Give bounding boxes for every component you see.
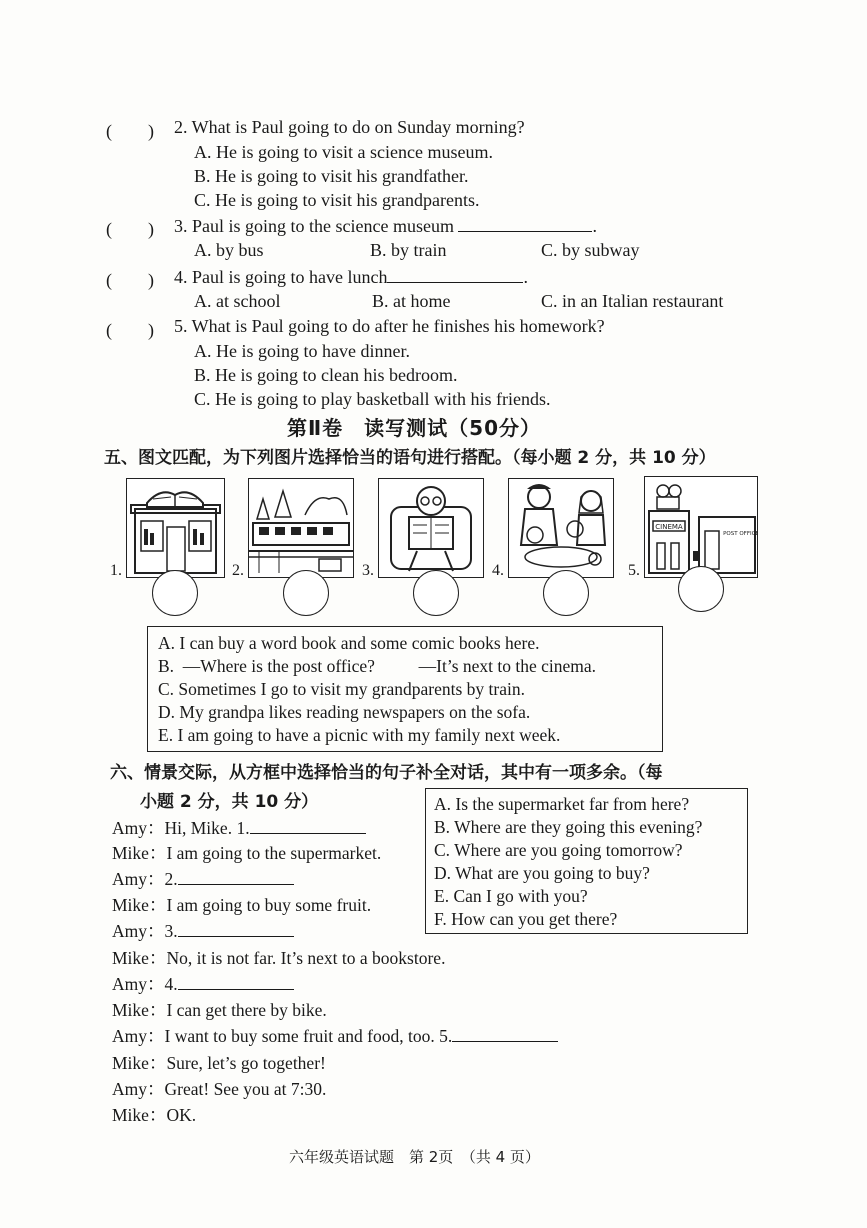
dialogue-line — [112, 815, 366, 840]
bookstore-icon — [126, 478, 225, 578]
section5-title: 五、图文匹配，为下列图片选择恰当的语句进行搭配。（每小题 2 分，共 10 分） — [104, 448, 716, 468]
answer-blank-4[interactable] — [178, 973, 294, 990]
question-stem: 5. What is Paul going to do after he finishes his homework? — [174, 316, 605, 336]
speaker: Amy： — [112, 1079, 165, 1099]
stem-end: . — [592, 216, 597, 236]
section6-title-cont: 小题 2 分，共 10 分） — [140, 792, 319, 812]
option-b: B. —Where is the post office? —It’s next to the cinema. — [158, 656, 597, 676]
option-d: D. What are you going to buy? — [434, 863, 650, 883]
option-f: F. How can you get there? — [434, 909, 618, 929]
answer-paren[interactable]: ( ) — [106, 219, 154, 239]
option-c: C. in an Italian restaurant — [541, 291, 724, 311]
dialogue-line — [112, 1023, 558, 1048]
option-a: A. I can buy a word book and some comic books here. — [158, 633, 540, 653]
option-c: C. Where are you going tomorrow? — [434, 840, 683, 860]
option-c: C. He is going to visit his grandparents. — [194, 190, 480, 210]
dialogue-line — [112, 866, 294, 891]
picture-number: 3. — [362, 562, 374, 579]
option-b: B. at home — [372, 291, 451, 311]
answer-circle-4[interactable] — [543, 570, 589, 616]
option-a: A. He is going to visit a science museum. — [194, 142, 493, 162]
utterance: I can get there by bike. — [166, 1000, 327, 1020]
picture-number: 5. — [628, 562, 640, 579]
utterance: 4. — [164, 974, 178, 994]
picture-number: 1. — [110, 562, 122, 579]
utterance: 2. — [164, 869, 178, 889]
answer-blank-1[interactable] — [250, 817, 366, 834]
family-picnic-icon — [508, 478, 614, 578]
option-c: C. Sometimes I go to visit my grandparents by train. — [158, 679, 525, 699]
utterance: I want to buy some fruit and food, too. 5. — [164, 1026, 453, 1046]
utterance: No, it is not far. It’s next to a bookstore. — [166, 948, 446, 968]
picture-number: 4. — [492, 562, 504, 579]
option-a: A. by bus — [194, 240, 264, 260]
option-b: B. by train — [370, 240, 447, 260]
speaker: Mike： — [112, 1105, 167, 1125]
option-c: C. by subway — [541, 240, 640, 260]
section6-title: 六、情景交际，从方框中选择恰当的句子补全对话，其中有一项多余。（每 — [110, 763, 663, 783]
speaker: Mike： — [112, 895, 167, 915]
option-a: A. Is the supermarket far from here? — [434, 794, 690, 814]
option-a: A. He is going to have dinner. — [194, 341, 410, 361]
dialogue-line — [112, 918, 294, 943]
utterance: Sure, let’s go together! — [166, 1053, 326, 1073]
question-stem — [174, 215, 597, 237]
question-stem-text: 3. Paul is going to the science museum — [174, 216, 454, 236]
utterance: Hi, Mike. 1. — [164, 818, 250, 838]
option-e: E. Can I go with you? — [434, 886, 588, 906]
dialogue-line — [112, 1050, 326, 1075]
speaker: Mike： — [112, 843, 167, 863]
cinema-post-office-icon — [644, 476, 758, 578]
speaker: Amy： — [112, 1026, 165, 1046]
speaker: Amy： — [112, 869, 165, 889]
speaker: Amy： — [112, 974, 165, 994]
answer-blank-5[interactable] — [452, 1025, 558, 1042]
answer-circle-5[interactable] — [678, 566, 724, 612]
volume-title: 第Ⅱ卷 读写测试（50分） — [287, 416, 542, 440]
page-footer: 六年级英语试题 第 2页 （共 4 页） — [289, 1148, 540, 1166]
utterance: Great! See you at 7:30. — [164, 1079, 327, 1099]
grandpa-reading-icon — [378, 478, 484, 578]
dialogue-line — [112, 945, 445, 970]
answer-blank[interactable] — [387, 266, 523, 283]
dialogue-line — [112, 840, 381, 865]
option-d: D. My grandpa likes reading newspapers on the sofa. — [158, 702, 531, 722]
answer-circle-2[interactable] — [283, 570, 329, 616]
speaker: Amy： — [112, 921, 165, 941]
answer-circle-1[interactable] — [152, 570, 198, 616]
dialogue-line — [112, 971, 294, 996]
option-c: C. He is going to play basketball with his friends. — [194, 389, 551, 409]
speaker: Mike： — [112, 1053, 167, 1073]
answer-paren[interactable]: ( ) — [106, 270, 154, 290]
question-stem — [174, 266, 528, 288]
utterance: I am going to buy some fruit. — [166, 895, 372, 915]
post-office-sign: POST OFFICE — [723, 531, 757, 537]
dialogue-line — [112, 997, 327, 1022]
question-stem-text: 4. Paul is going to have lunch — [174, 267, 388, 287]
option-a: A. at school — [194, 291, 281, 311]
answer-circle-3[interactable] — [413, 570, 459, 616]
dialogue-line — [112, 892, 371, 917]
speaker: Amy： — [112, 818, 165, 838]
answer-paren[interactable]: ( ) — [106, 121, 154, 141]
utterance: 3. — [164, 921, 178, 941]
dialogue-line — [112, 1102, 196, 1127]
speaker: Mike： — [112, 948, 167, 968]
answer-blank-2[interactable] — [178, 868, 294, 885]
option-b: B. Where are they going this evening? — [434, 817, 703, 837]
speaker: Mike： — [112, 1000, 167, 1020]
utterance: OK. — [166, 1105, 197, 1125]
option-b: B. He is going to clean his bedroom. — [194, 365, 458, 385]
dialogue-line — [112, 1076, 326, 1101]
picture-number: 2. — [232, 562, 244, 579]
train-icon — [248, 478, 354, 578]
answer-paren[interactable]: ( ) — [106, 320, 154, 340]
utterance: I am going to the supermarket. — [166, 843, 382, 863]
answer-blank-3[interactable] — [178, 920, 294, 937]
cinema-sign: CINEMA — [655, 523, 683, 531]
stem-end: . — [523, 267, 528, 287]
option-e: E. I am going to have a picnic with my family next week. — [158, 725, 561, 745]
question-stem: 2. What is Paul going to do on Sunday morning? — [174, 117, 525, 137]
option-b: B. He is going to visit his grandfather. — [194, 166, 469, 186]
answer-blank[interactable] — [458, 215, 592, 232]
